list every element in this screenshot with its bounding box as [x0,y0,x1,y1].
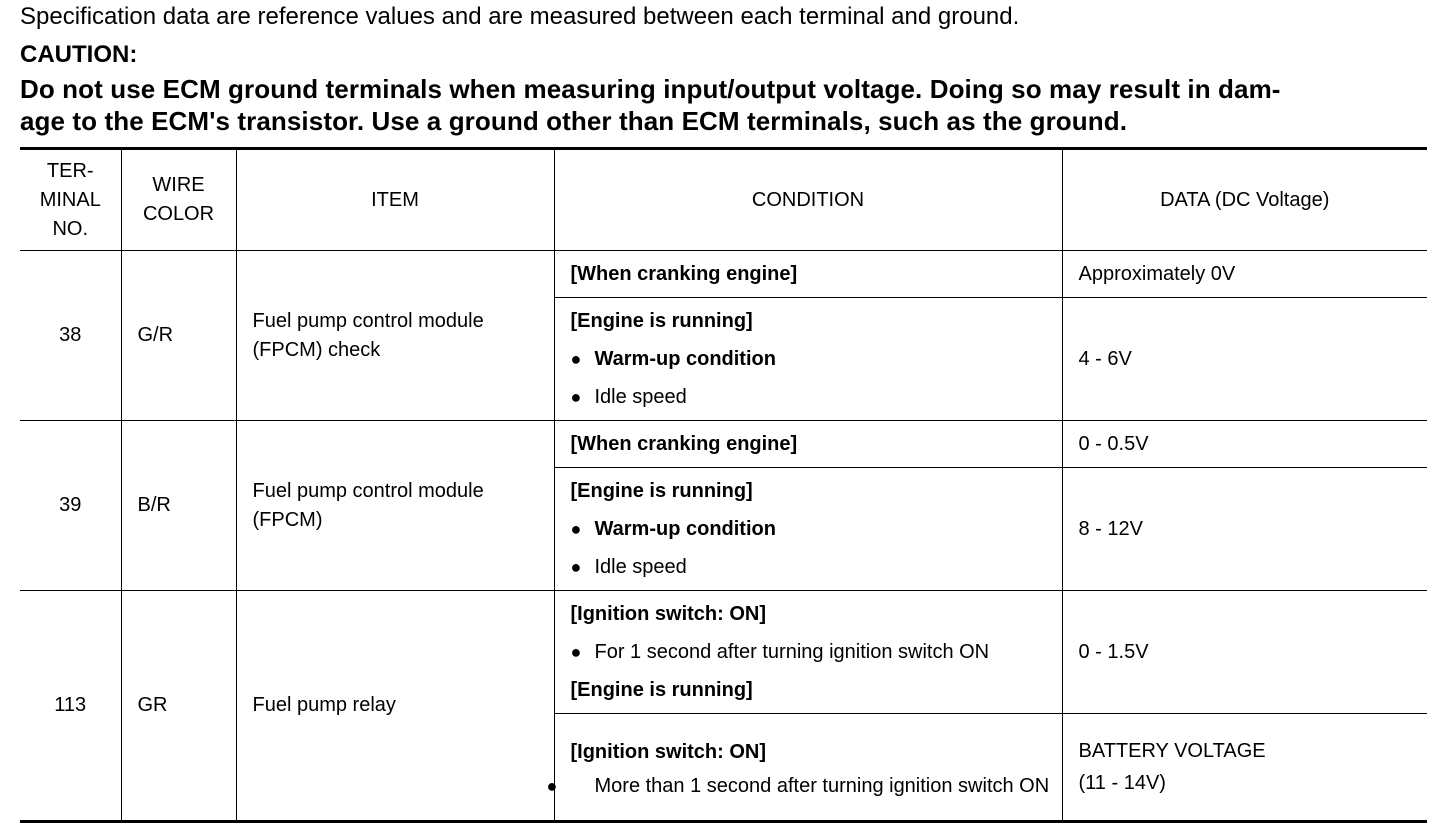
terminal-no-header: TER- MINAL NO. [20,149,121,251]
data-cell: Approximately 0V [1062,251,1427,298]
data-cell: 8 - 12V [1062,468,1427,591]
wire-color-cell: GR [121,591,236,822]
bullet-icon: ● [570,519,582,539]
condition-header: CONDITION [554,149,1062,251]
intro-text: Specification data are reference values and are measured between each terminal and ground. [20,3,1020,30]
condition-cell: [When cranking engine] [554,251,1062,298]
item-cell: Fuel pump control module (FPCM) check [236,251,554,421]
table-row [20,251,1427,298]
caution-title: CAUTION: [20,41,138,68]
table-row [20,591,1427,714]
terminal-no-cell: 39 [20,421,121,591]
data-cell: 4 - 6V [1062,298,1427,421]
wire-color-header: WIRE COLOR [121,149,236,251]
condition-cell: [Engine is running] ● Warm-up condition ● Idle speed [554,468,1062,591]
data-header: DATA (DC Voltage) [1062,149,1427,251]
bullet-icon: ● [570,349,582,369]
caution-line-1: Do not use ECM ground terminals when measuring input/output voltage. Doing so may result in dam- [20,74,1281,104]
condition-cell: [Ignition switch: ON] ● More than 1 second after turning ignition switch ON [554,714,1062,822]
wire-color-cell: B/R [121,421,236,591]
bullet-icon: ● [546,776,558,796]
condition-cell: [Ignition switch: ON] ● For 1 second after turning ignition switch ON [Engine is running] [554,591,1062,714]
bullet-icon: ● [570,387,582,407]
terminal-spec-table [20,147,1427,823]
item-cell: Fuel pump control module (FPCM) [236,421,554,591]
data-cell: BATTERY VOLTAGE (11 - 14V) [1062,714,1427,822]
caution-body [20,73,1436,137]
data-cell: 0 - 1.5V [1062,591,1427,714]
table-header-row [20,149,1427,251]
terminal-no-cell: 38 [20,251,121,421]
condition-cell: [When cranking engine] [554,421,1062,468]
condition-cell: [Engine is running] ● Warm-up condition ● Idle speed [554,298,1062,421]
table-row [20,421,1427,468]
data-cell: 0 - 0.5V [1062,421,1427,468]
item-header: ITEM [236,149,554,251]
bullet-icon: ● [570,642,582,662]
wire-color-cell: G/R [121,251,236,421]
caution-line-2: age to the ECM's transistor. Use a ground other than ECM terminals, such as the ground. [20,106,1128,136]
terminal-no-cell: 113 [20,591,121,822]
item-cell: Fuel pump relay [236,591,554,822]
bullet-icon: ● [570,557,582,577]
